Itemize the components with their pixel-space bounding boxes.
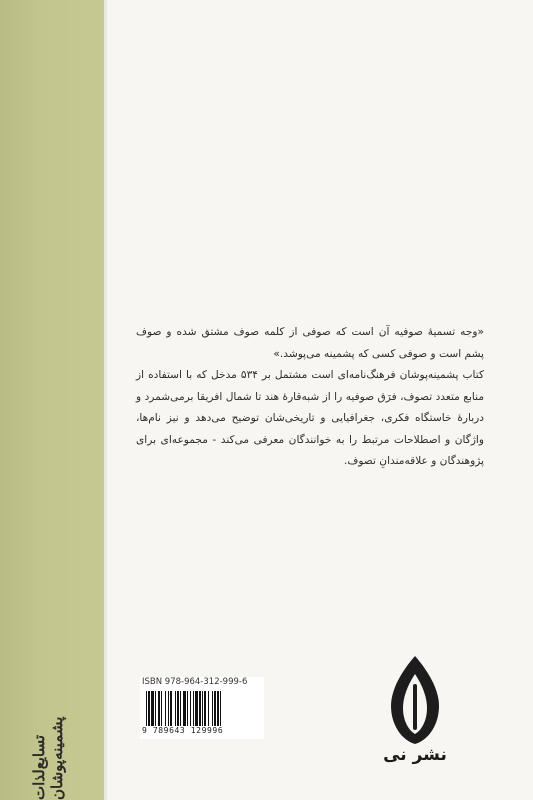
reed-nib-icon <box>389 654 441 746</box>
barcode-digits: 9 789643 129996 <box>142 726 224 735</box>
isbn-barcode-block <box>140 677 264 739</box>
back-cover-blurb <box>136 322 484 473</box>
barcode-icon <box>144 691 260 726</box>
isbn-label: ISBN 978-964-312-999-6 <box>142 677 248 687</box>
blurb-quote: «وجه تسمیهٔ صوفیه آن است که صوفی از کلمه صوف مشتق شده و صوف پشم است و صوفی کسی که پشمینه می‌پوشد.» <box>136 326 484 360</box>
blurb-description: کتاب پشمینه‌پوشان فرهنگ‌نامه‌ای است مشتمل بر ۵۳۴ مدخل که با استفاده از منابع متعدد تصوف، فرَق صوفیه را از شبه‌قارهٔ هند تا شمال افریقا برمی‌شمرد و دربارهٔ خاستگاه فکری، جغرافیایی و تاریخی‌شان توضیح می‌دهد و نیز نام‌ها، واژگان و اصطلاحات مرتبط را به خوانندگان معرفی می‌کند - مجموعه‌ای برای پژوهندگان و علاقه‌مندانِ تصوف. <box>136 369 484 467</box>
spine-title: تسایع‌لذات پشمینه‌پوشان <box>30 716 66 800</box>
spine-edge-divider <box>104 0 107 800</box>
publisher-name: نشر نی <box>383 745 447 765</box>
